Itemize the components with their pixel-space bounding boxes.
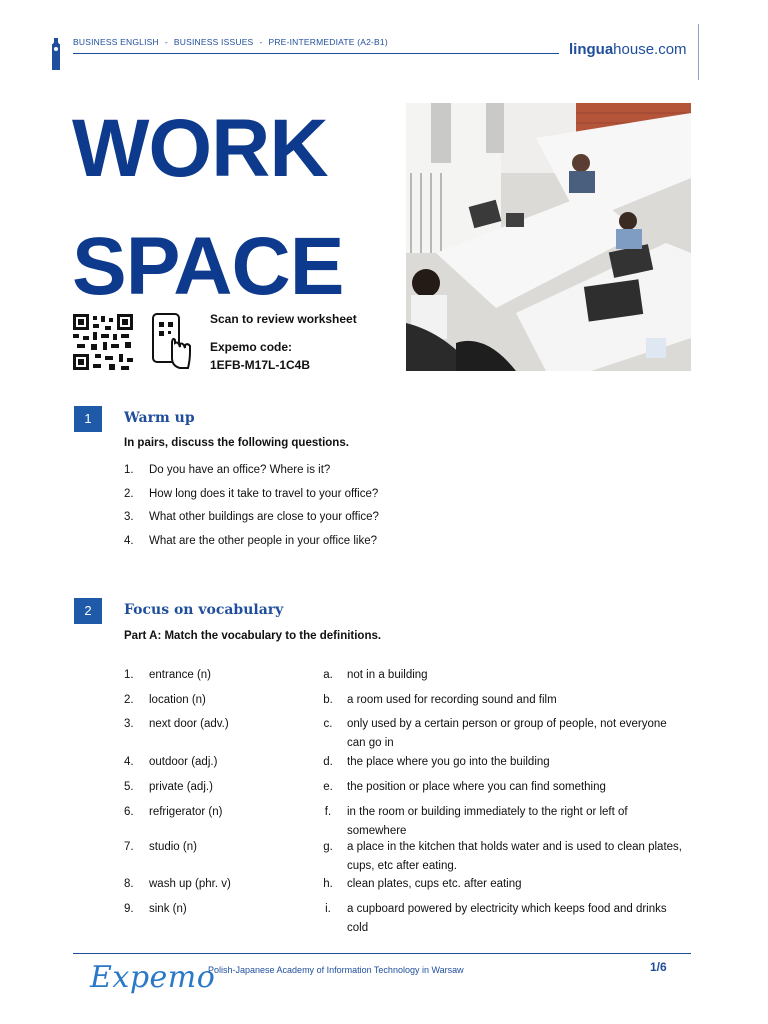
def-letter: d. (323, 756, 333, 768)
definition: in the room or building immediately to the right or left of somewhere (347, 806, 628, 837)
row-number: 4. (124, 756, 134, 768)
section-title-warm-up: Warm up (124, 410, 195, 426)
definition: a cupboard powered by electricity which keeps food and drinks cold (347, 903, 667, 934)
vocab-word: refrigerator (n) (149, 806, 223, 818)
row-number: 3. (124, 718, 134, 730)
section-1-instruction: In pairs, discuss the following questions. (124, 437, 349, 449)
expemo-logo[interactable]: Expemo (90, 960, 216, 995)
def-letter: e. (323, 781, 333, 793)
brand-rest: house.com (613, 41, 687, 58)
definition: a place in the kitchen that holds water and is used to clean plates, cups, etc after eating. (347, 841, 682, 872)
question-number: 3. (124, 511, 134, 523)
office-photo (406, 103, 691, 371)
list-item (124, 464, 524, 488)
institution-name: Polish-Japanese Academy of Information Technology in Warsaw (208, 965, 464, 975)
row-number: 6. (124, 806, 134, 818)
row-number: 9. (124, 903, 134, 915)
big-ben-icon (50, 38, 62, 70)
scan-info (210, 312, 357, 386)
def-letter: a. (323, 669, 333, 681)
page-header (50, 30, 710, 80)
vocab-word: outdoor (adj.) (149, 756, 218, 768)
definition: clean plates, cups etc. after eating (347, 878, 522, 890)
page-title (72, 90, 343, 326)
question-number: 2. (124, 487, 134, 500)
definition: the place where you go into the building (347, 756, 550, 768)
vocab-word: private (adj.) (149, 781, 213, 793)
brand-bold: lingua (569, 41, 614, 58)
section-2-instruction: Part A: Match the vocabulary to the definitions. (124, 630, 382, 642)
row-number: 5. (124, 781, 134, 793)
section-title-vocabulary: Focus on vocabulary (124, 602, 284, 618)
definition: the position or place where you can find something (347, 781, 606, 793)
def-letter: g. (323, 841, 333, 853)
header-side-bar (698, 24, 699, 80)
title-line-2: SPACE (72, 221, 344, 312)
def-letter: b. (323, 694, 333, 706)
expemo-code: 1EFB-M17L-1C4B (210, 358, 311, 372)
header-divider (73, 53, 559, 54)
qr-code-icon[interactable] (73, 314, 133, 370)
vocab-word: next door (adv.) (149, 718, 229, 730)
vocab-word: studio (n) (149, 841, 197, 853)
row-number: 2. (124, 694, 134, 706)
breadcrumb-level: PRE-INTERMEDIATE (A2-B1) (268, 37, 388, 47)
vocab-word: entrance (n) (149, 669, 212, 681)
warm-up-questions (124, 464, 524, 558)
scan-phone-icon (150, 312, 192, 372)
footer-divider (73, 953, 691, 954)
list-item (124, 535, 524, 559)
question-text: What are the other people in your office like? (149, 534, 378, 547)
section-number-2: 2 (74, 598, 102, 624)
definition: only used by a certain person or group of people, not everyone can go in (347, 718, 667, 749)
question-text: What other buildings are close to your office? (149, 511, 379, 523)
expemo-code-label: Expemo code: (210, 340, 293, 354)
scan-label: Scan to review worksheet (210, 312, 357, 326)
row-number: 1. (124, 669, 134, 681)
definition: a room used for recording sound and film (347, 694, 557, 706)
section-number-1: 1 (74, 406, 102, 432)
row-number: 7. (124, 841, 134, 853)
definition: not in a building (347, 669, 428, 681)
vocab-word: location (n) (149, 694, 206, 706)
vocab-word: wash up (phr. v) (149, 878, 231, 890)
question-number: 4. (124, 534, 134, 547)
breadcrumb: BUSINESS ENGLISH - BUSINESS ISSUES - PRE-INTERMEDIATE (A2-B1) (73, 37, 388, 47)
breadcrumb-topic: BUSINESS ISSUES (173, 37, 254, 47)
def-letter: f. (324, 806, 332, 818)
list-item (124, 488, 524, 512)
question-number: 1. (124, 464, 134, 476)
list-item (124, 511, 524, 535)
breadcrumb-subject: BUSINESS ENGLISH (73, 37, 159, 47)
question-text: How long does it take to travel to your office? (149, 487, 379, 500)
title-line-1: WORK (72, 103, 328, 194)
vocab-word: sink (n) (149, 903, 187, 915)
def-letter: h. (323, 878, 333, 890)
def-letter: c. (323, 718, 333, 730)
def-letter: i. (325, 903, 331, 915)
page-number: 1/6 (650, 960, 667, 974)
brand-logo[interactable] (569, 41, 687, 58)
question-text: Do you have an office? Where is it? (149, 464, 331, 476)
row-number: 8. (124, 878, 134, 890)
